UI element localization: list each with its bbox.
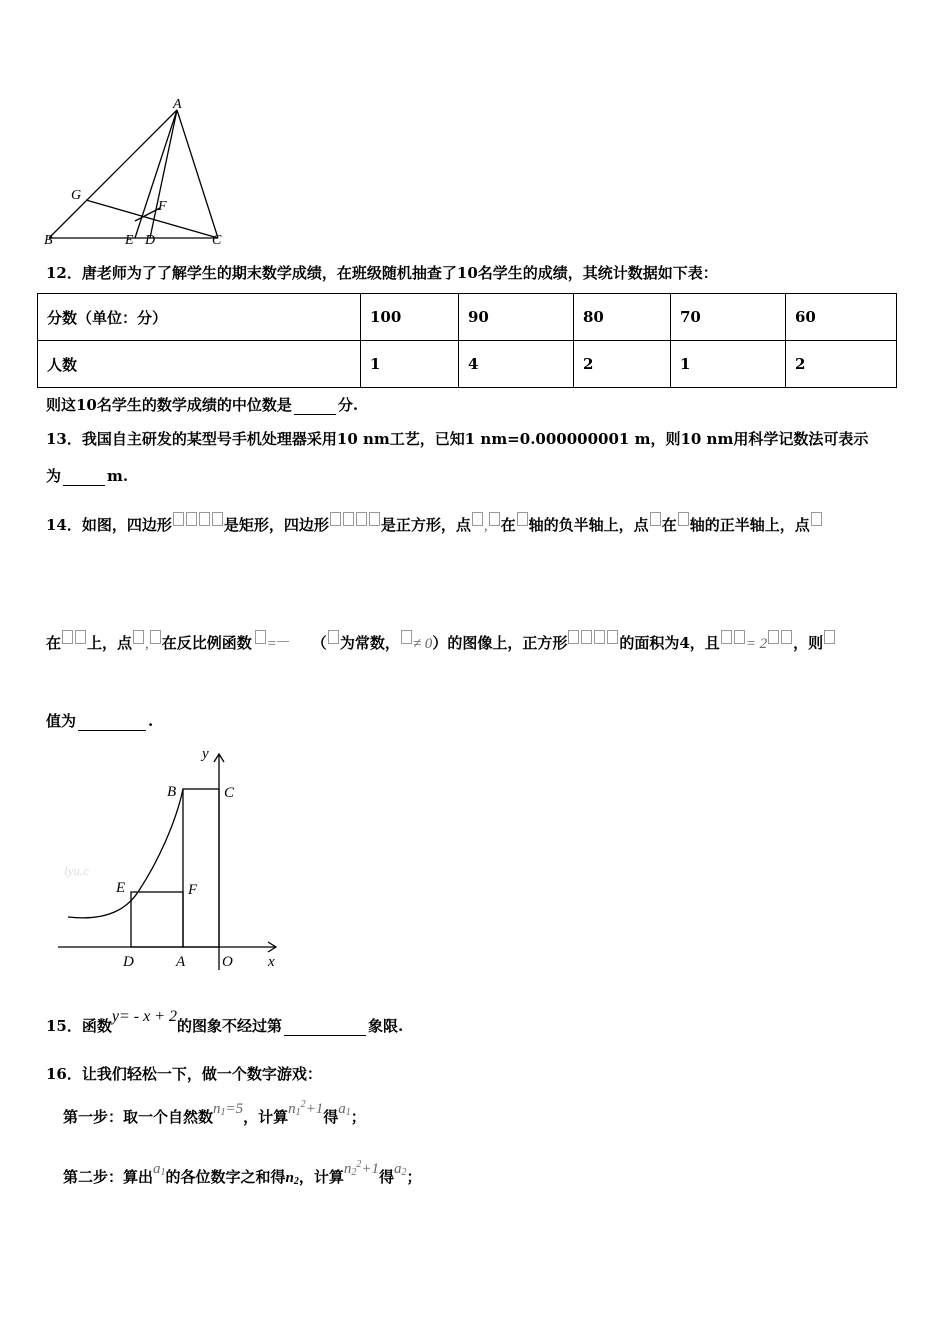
answer-blank[interactable] [78,712,146,731]
math-var: n2 [285,1170,299,1187]
label-G: G [71,188,82,203]
q12-answer-line [46,394,358,415]
q15-post: 象限. [368,1017,404,1035]
table-cell: 4 [459,341,574,388]
q16-step1 [63,1099,366,1127]
table-cell: 1 [361,341,459,388]
axis-x-label: x [268,954,275,970]
q12-text: 12．唐老师为了了解学生的期末数学成绩，在班级随机抽查了10名学生的成绩，其统计数据如下表： [46,264,718,282]
table-cell: 2 [574,341,671,388]
table-cell: 80 [574,294,671,341]
q12-after-post: 分. [337,396,359,414]
q14-line3 [46,710,153,731]
table-cell: 60 [786,294,897,341]
label-B: B [44,233,53,248]
label-F: F [188,882,198,898]
q14-l1-seg: 是矩形，四边形 [223,516,329,534]
table-row [38,294,897,341]
table-cell: 1 [671,341,786,388]
q14-l3-end: . [148,712,154,730]
step-text: 得 [379,1168,395,1186]
answer-blank[interactable] [284,1017,366,1036]
answer-blank[interactable] [294,396,336,415]
q15-mid: 的图象不经过第 [177,1017,283,1035]
q16-step2 [63,1159,422,1187]
q12-after-pre: 则这10名学生的数学成绩的中位数是 [46,396,292,414]
q15-pre: 15．函数 [46,1017,112,1035]
label-A: A [176,954,186,970]
step-text: ； [350,1108,366,1126]
math-expr: $n1^2+1$ [288,1099,324,1118]
q13-line2-post: m. [107,467,129,485]
label-O: O [222,954,233,970]
q15-line [46,1008,404,1036]
q14-l1-seg: 轴的负半轴上，点 [528,516,649,534]
q16-title: 16．让我们轻松一下，做一个数字游戏： [46,1065,322,1083]
q14-l1-seg: 是正方形，点 [380,516,471,534]
q14-l1-seg: 在 [661,516,677,534]
math-var: a1 [153,1161,166,1178]
label-E: E [116,880,126,896]
math-comma: , [483,518,488,534]
label-C: C [212,233,222,248]
label-A: A [173,98,182,112]
label-E: E [125,233,134,248]
q14-l3: 值为 [46,712,77,730]
step-text: 的各位数字之和得 [165,1168,286,1186]
label-C: C [224,785,235,801]
table-cell: 70 [671,294,786,341]
q14-line2 [46,630,836,653]
q13-line1: 13．我国自主研发的某型号手机处理器采用10 nm工艺，已知1 nm=0.000000001 m，则10 nm用科学记数法可表示 [46,430,869,448]
math-expr: $n2^2+1$ [343,1159,380,1178]
step-text: ，计算 [243,1108,289,1126]
table-cell: 100 [361,294,459,341]
math-comma: , [145,636,149,652]
label-F: F [158,199,167,214]
triangle-figure [40,98,230,248]
table-cell: 2 [786,341,897,388]
axis-y-label: y [202,746,209,762]
answer-blank[interactable] [63,467,105,486]
table-cell: 人数 [38,341,361,388]
table-cell: 分数（单位：分） [38,294,361,341]
q14-l2-seg: 上，点 [87,634,133,652]
step-text: 第一步：取一个自然数 [63,1108,214,1126]
math-var: a1 [338,1101,351,1118]
q14-l2-seg: ）的图像上，正方形 [432,634,568,652]
math-ratio: = 2 [745,636,768,652]
step-text: ，计算 [298,1168,344,1186]
q14-l1-seg: 在 [500,516,516,534]
table-row [38,341,897,388]
watermark: lyu.c [64,863,89,878]
math-neq: ≠ 0 [412,636,433,652]
q14-l2-seg: 的面积为4，且 [619,634,720,652]
step-text: ； [406,1168,422,1186]
q14-l1-seg: 14．如图，四边形 [46,516,172,534]
math-var: a2 [394,1161,407,1178]
label-B: B [167,784,177,800]
q14-line1 [46,512,823,535]
q15-formula: y= ‐ x + 2 [111,1008,177,1025]
score-table [37,293,897,388]
coordinate-figure [58,742,290,974]
q13-line2 [46,465,128,486]
label-D: D [123,954,134,970]
math-equals: = [266,636,277,652]
q14-l2-seg: （ [311,634,327,652]
label-D: D [145,233,156,248]
q14-l2-seg: ，则 [793,634,824,652]
q14-l2-seg: 为常数， [339,634,400,652]
step-text: 得 [323,1108,339,1126]
q14-l2-seg: 在反比例函数 [161,634,252,652]
math-var: n1=5 [213,1101,244,1118]
q13-line2-pre: 为 [46,467,62,485]
q14-l1-seg: 轴的正半轴上，点 [689,516,810,534]
table-cell: 90 [459,294,574,341]
step-text: 第二步：算出 [63,1168,154,1186]
q14-l2-seg: 在 [46,634,62,652]
